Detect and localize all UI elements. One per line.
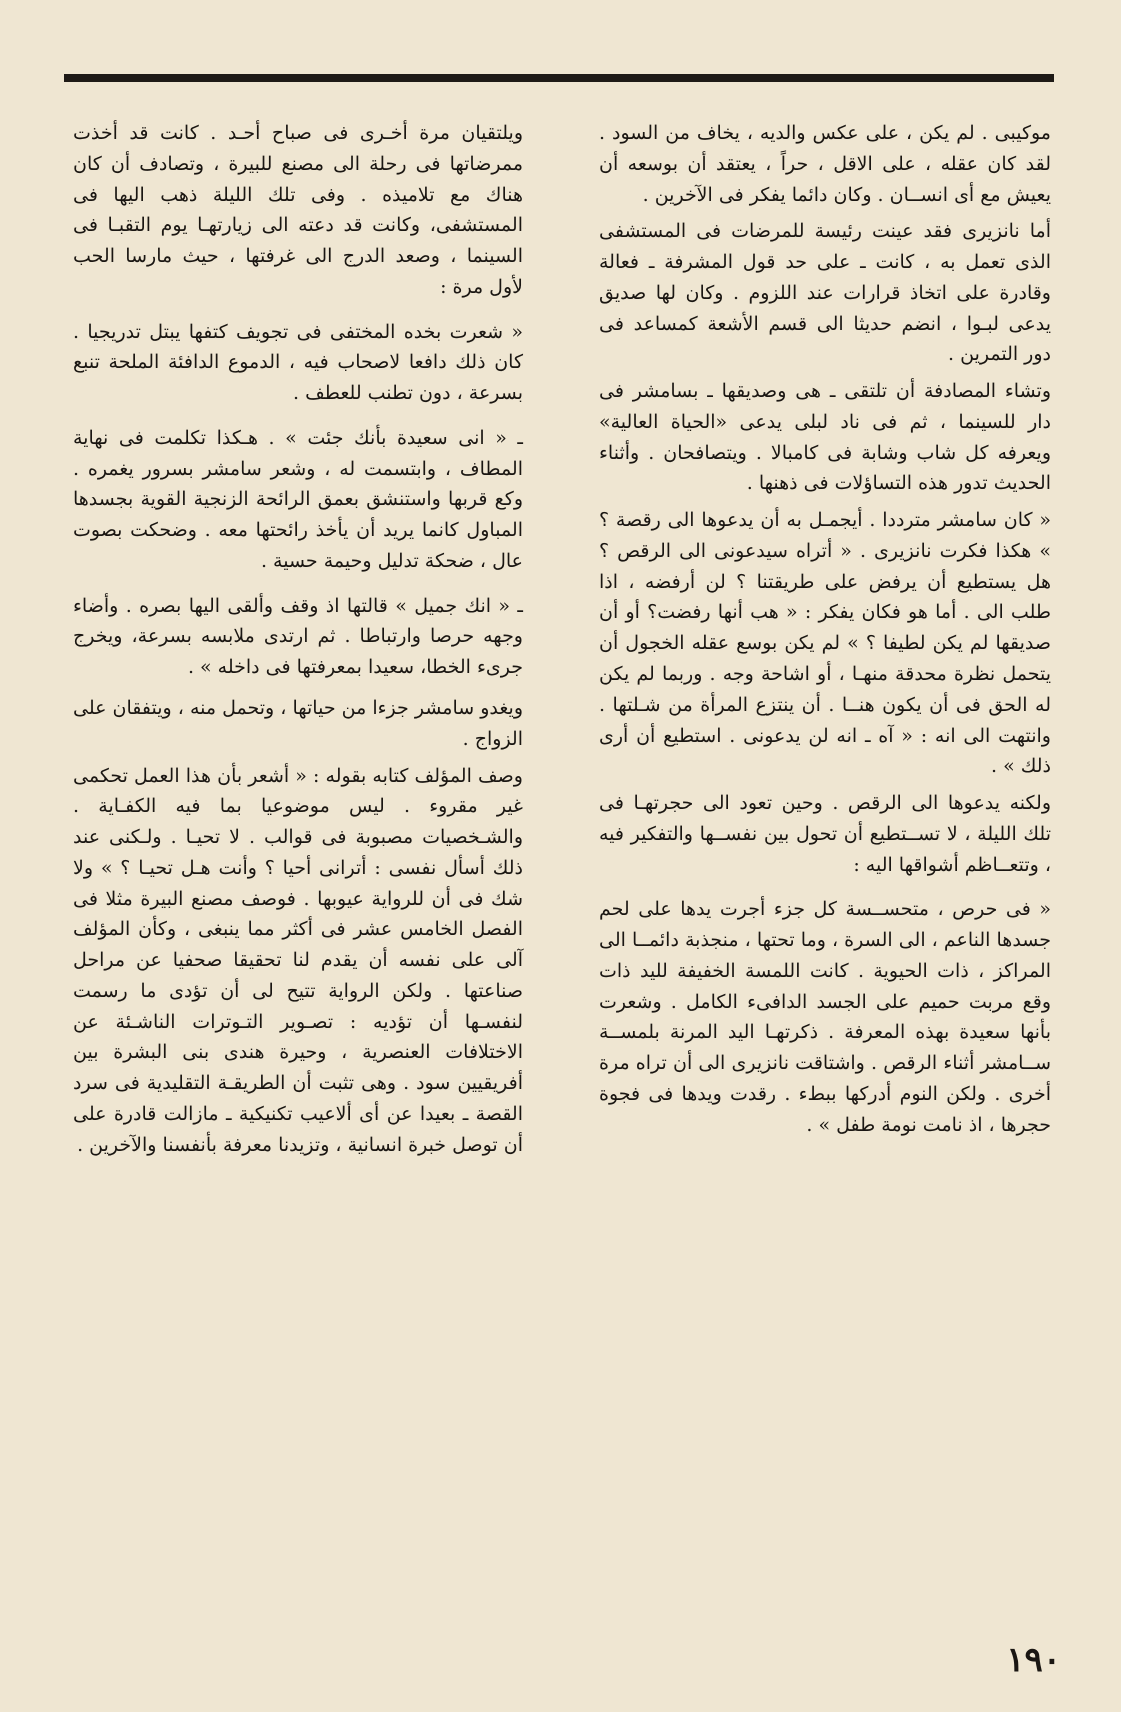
quoted-passage: « شعرت بخده المختفى فى تجويف كتفها يبتل تدريجيا . كان ذلك دافعا لاصحاب فيه ، الدموع الدافئة الملحة تنبع بسرعة ، دون تطنب للعطف .: [73, 320, 523, 405]
paragraph: « كان سامشر مترددا . أيجمـل به أن يدعوها الى رقصة ؟ » هكذا فكرت نانزيرى . « أتراه سيدعونى الى الرقص ؟ هل يستطيع أن يرفض على طريقتنا ؟ لن أرفضه ، اذا طلب الى . أما هو فكان يفكر : « هب أنها رفضت؟ أو أن صديقها لم يكن لطيفا ؟ » لم يكن بوسع عقله الخجول أن يتحمل نظرة محدقة منهـا ، أو اشاحة وجه . وربما لم يكن له الحق فى أن يكون هنــا . أن ينتزع المرأة من شـلتها . وانتهت الى انه : « آه ـ انه لن يدعونى . استطيع أن أرى ذلك » .: [599, 509, 1051, 778]
quoted-passage: « فى حرص ، متحســسة كل جزء أجرت يدها على لحم جسدها الناعم ، الى السرة ، وما تحتها ، منجذبة دائمــا الى المراكز ، ذات الحيوية . كانت اللمسة الخفيفة لليد ذات وقع مربت حميم على الجسد الدافىء الكامل . وشعرت بأنها سعيدة بهذه المعرفة . ذكرتهـا اليد المرنة بلمســة ســامشر أثناء الرقص . واشتاقت نانزيرى الى أن تراه مرة أخرى . ولكن النوم أدركها ببطء . رقدت ويدها فى فجوة حجرها ، اذ نامت نومة طفل » .: [599, 898, 1051, 1136]
paragraph: موكيبى . لم يكن ، على عكس والديه ، يخاف من السود . لقد كان عقله ، على الاقل ، حراً ، يعتقد أن بوسعه أن يعيش مع أى انســان . وكان دائما يفكر فى الآخرين .: [599, 122, 1051, 206]
paragraph: ولكنه يدعوها الى الرقص . وحين تعود الى حجرتهـا فى تلك الليلة ، لا تســتطيع أن تحول بين نفســها والتفكير فيه ، وتتعــاظم أشواقها اليه :: [599, 792, 1051, 876]
paragraph: وتشاء المصادفة أن تلتقى ـ هى وصديقها ـ بسامشر فى دار للسينما ، ثم فى ناد لبلى يدعى «الحياة العالية» ويعرفه كل شاب وشابة فى كامبالا . ويتصافحان . وأثناء الحديث تدور هذه التساؤلات فى ذهنها .: [599, 380, 1051, 495]
paragraph: أما نانزيرى فقد عينت رئيسة للمرضات فى المستشفى الذى تعمل به ، كانت ـ على حد قول المشرفة ـ فعالة وقادرة على اتخاذ قرارات عند اللزوم . وكان لها صديق يدعى لبـوا ، انضم حديثا الى قسم الأشعة كمساعد فى دور التمرين .: [599, 220, 1051, 366]
page-number: ١٩٠: [1006, 1640, 1061, 1680]
quoted-passage: ـ « انك جميل » قالتها اذ وقف وألقى اليها بصره . وأضاء وجهه حرصا وارتباطا . ثم ارتدى ملابسه بسرعة، ويخرج جرىء الخطا، سعيدا بمعرفتها فى داخله » .: [73, 594, 523, 679]
quoted-passage: ـ « انى سعيدة بأنك جئت » . هـكذا تكلمت فى نهاية المطاف ، وابتسمت له ، وشعر سامشر بسرور يغمره . وكع قربها واستنشق بعمق الرائحة الزنجية القوية بجسدها المباول كانما يريد أن يأخذ رائحتها معه . وضحكت بصوت عال ، ضحكة تدليل وحيمة حسية .: [73, 426, 523, 572]
left-column: [73, 118, 523, 1167]
paragraph: ويغدو سامشر جزءا من حياتها ، وتحمل منه ، ويتفقان على الزواج .: [73, 697, 523, 750]
right-column: [599, 118, 1051, 1151]
top-rule: [64, 74, 1054, 82]
paragraph: وصف المؤلف كتابه بقوله : « أشعر بأن هذا العمل تحكمى غير مقروء . ليس موضوعيا بما فيه الكفـاية . والشـخصيات مصبوبة فى قوالب . لا تحيـا . ولـكنى عند ذلك أسأل نفسى : أترانى أحيا ؟ وأنت هـل تحيـا ؟ » ولا شك فى أن للرواية عيوبها . فوصف مصنع البيرة مثلا فى الفصل الخامس عشر فى أكثر مما ينبغى ، وكأن المؤلف آلى على نفسه أن يقدم لنا تحقيقا صحفيا عن مراحل صناعتها . ولكن الرواية تتيح لى أن تؤدى ما رسمت لنفسـها أن تؤديه : تصـوير التـوترات الناشـئة عن الاختلافات العنصرية ، وحيرة هندى بنى البشرة بين أفريقيين سود . وهى تثبت أن الطريقـة التقليدية فى سرد القصة ـ بعيدا عن أى ألاعيب تكنيكية ـ مازالت قادرة على أن توصل خبرة انسانية ، وتزيدنا معرفة بأنفسنا والآخرين .: [73, 764, 523, 1156]
paragraph: ويلتقيان مرة أخـرى فى صباح أحـد . كانت قد أخذت ممرضاتها فى رحلة الى مصنع للبيرة ، وتصادف أن كان هناك مع تلاميذه . وفى تلك الليلة ذهب اليها فى المستشفى، وكانت قد دعته الى زيارتهـا يوم التقبـا فى السينما ، وصعد الدرج الى غرفتها ، حيث مارسا الحب لأول مرة :: [73, 122, 523, 298]
